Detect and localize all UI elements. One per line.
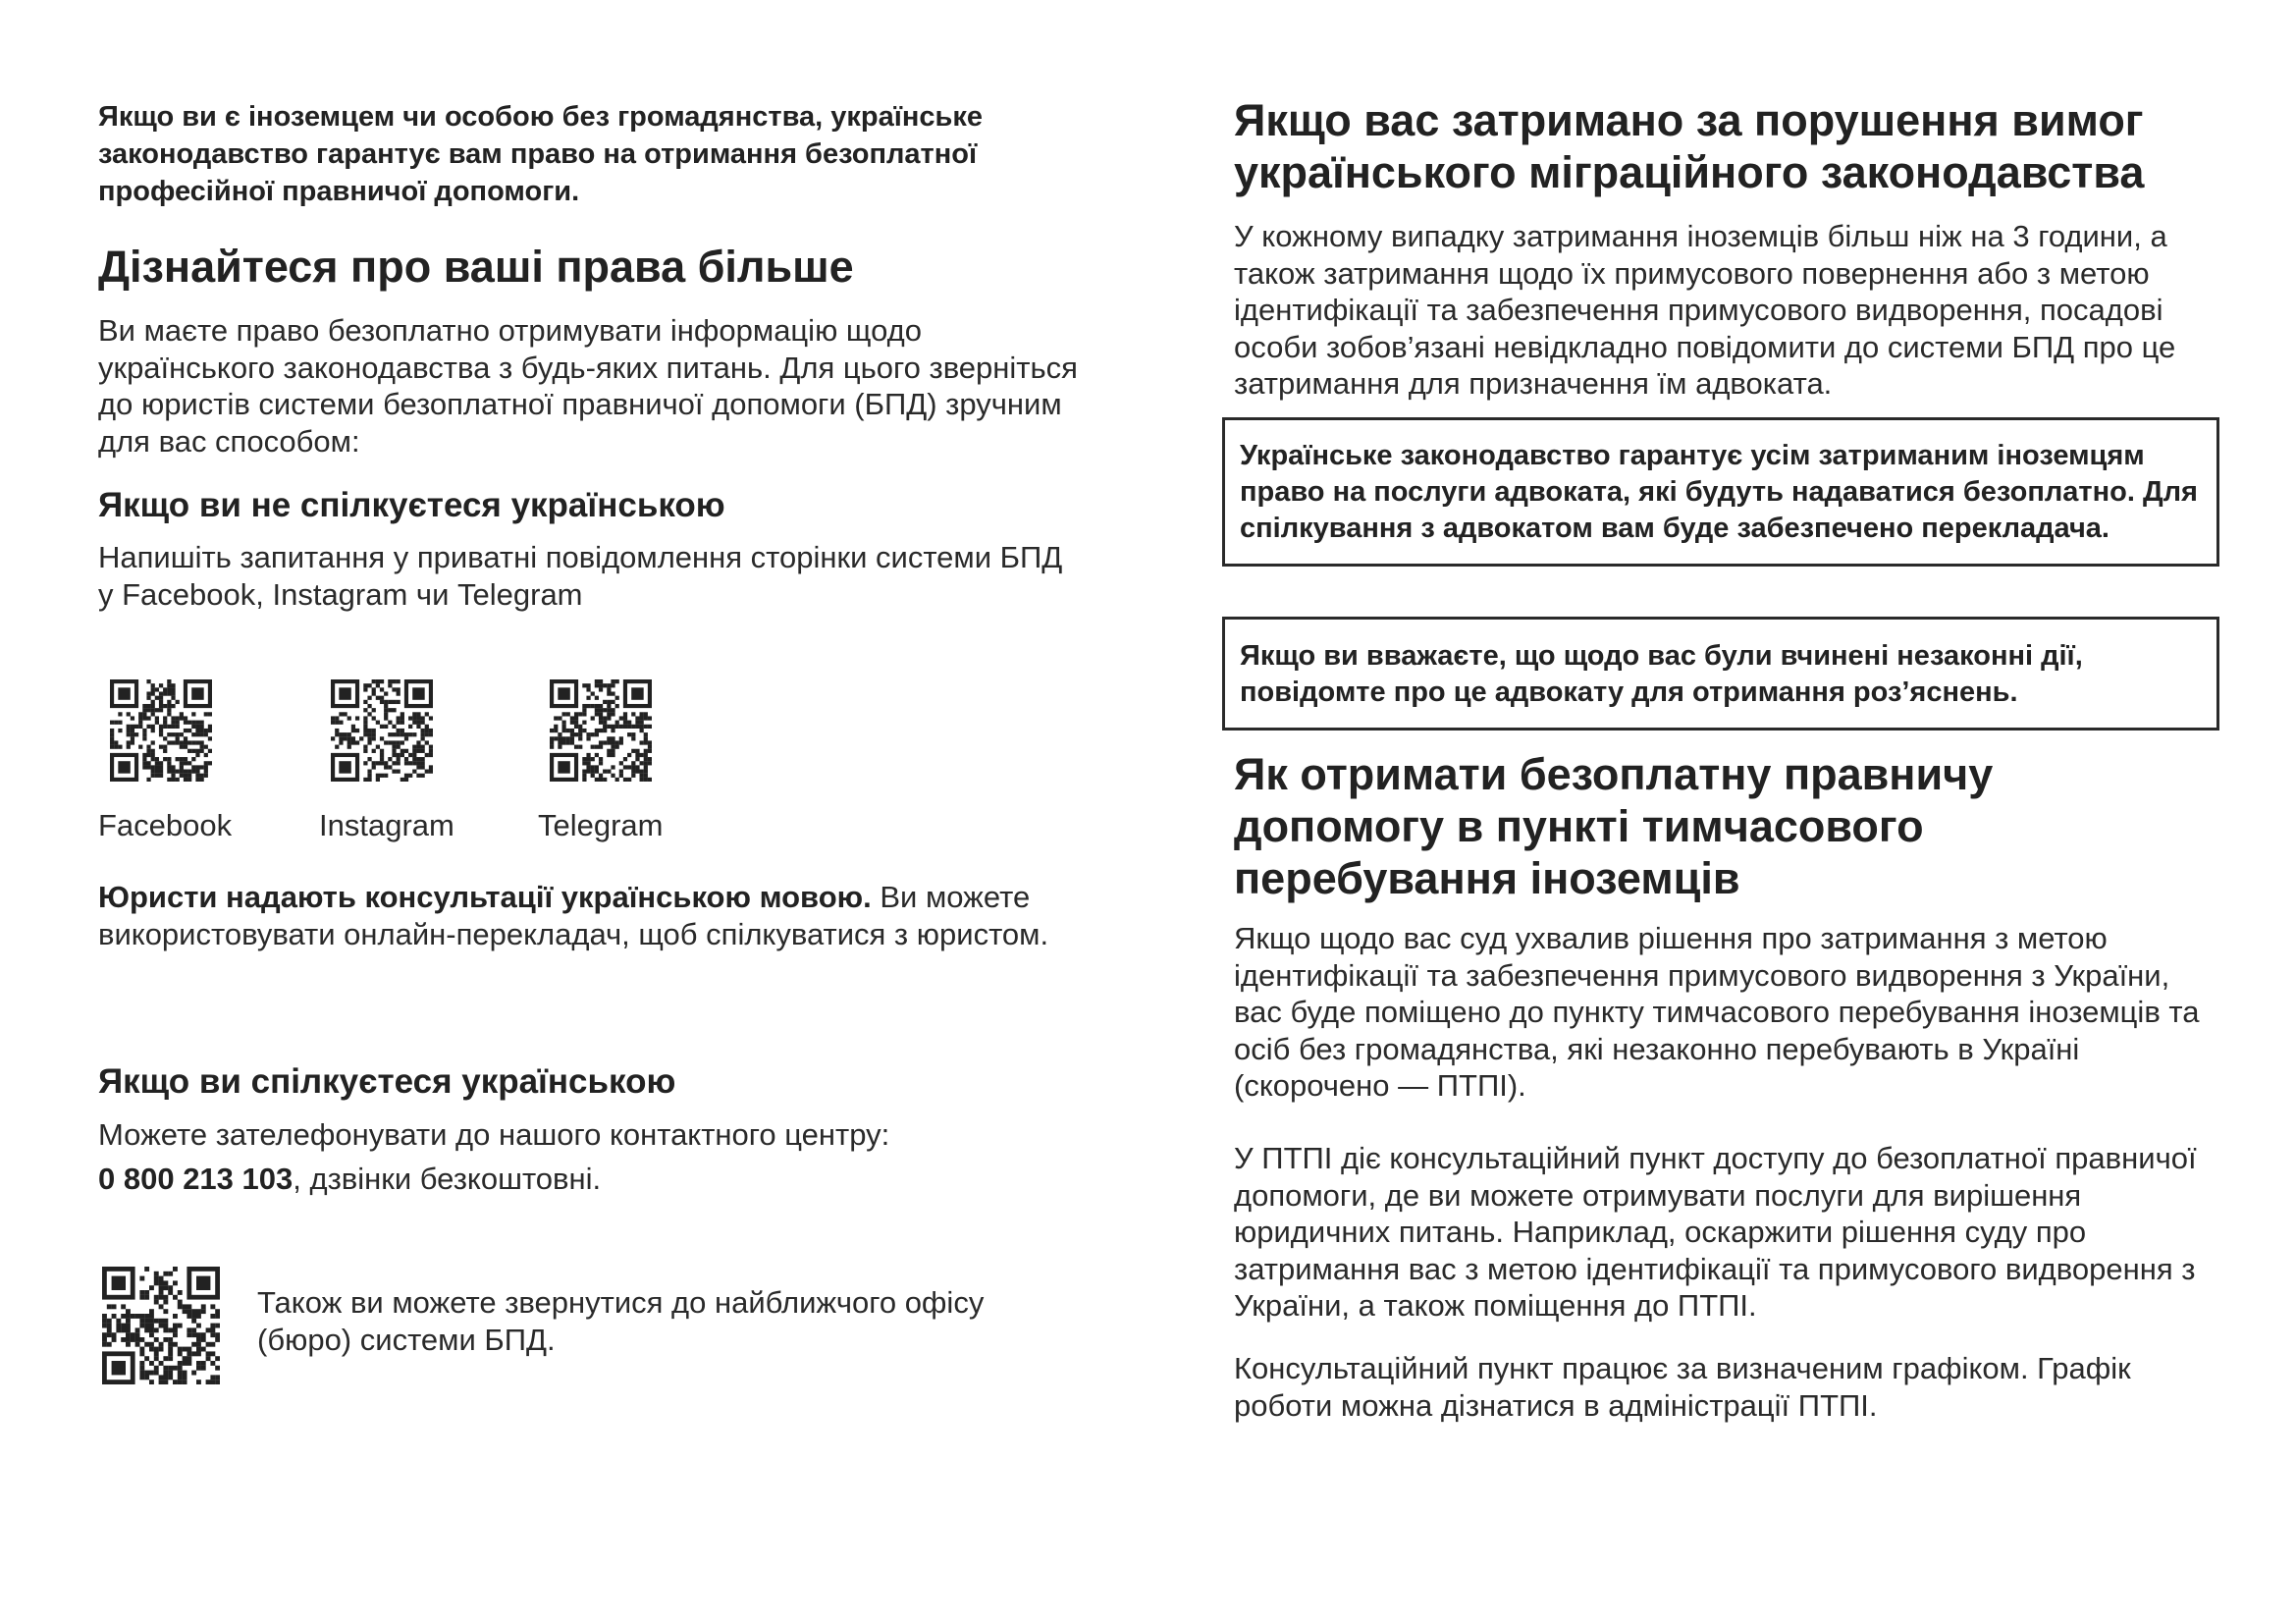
ptpi-heading: Як отримати безоплатну правничу допомогу в пункті тимчасового перебування іноземців xyxy=(1234,749,1994,903)
office-text: Також ви можете звернутися до найближчого офісу (бюро) системи БПД. xyxy=(257,1285,985,1357)
rights-heading: Дізнайтеся про ваші права більше xyxy=(98,242,854,292)
consultation-bold: Юристи надають консультації українською мовою. xyxy=(98,880,872,914)
ptpi-paragraph-1: Якщо щодо вас суд ухвалив рішення про затримання з метою ідентифікації та забезпечення примусового видворення з України, вас буде поміщено до пункту тимчасового перебування іноземців та осіб без громадянства, які незаконно перебувають в Україні (скорочено — ПТПІ). xyxy=(1234,921,2200,1103)
guarantee-text: Українське законодавство гарантує усім затриманим іноземцям право на послуги адвоката, які будуть надаватися безоплатно. Для спілкування з адвокатом вам буде забезпечено перекладача. xyxy=(1240,440,2198,544)
ptpi-paragraph-2: У ПТПІ діє консультаційний пункт доступу до безоплатної правничої допомоги, де ви можете отримувати послуги для вирішення юридичних питань. Наприклад, оскаржити рішення суду про затримання вас з метою ідентифікації та примусового видворення з України, а також поміщення до ПТПІ. xyxy=(1234,1141,2197,1323)
office-qr-code[interactable] xyxy=(102,1267,220,1384)
consultation-rest: Ви можете використовувати онлайн-перекладач, щоб спілкуватися з юристом. xyxy=(98,880,1049,951)
telegram-label: Telegram xyxy=(538,808,664,842)
instagram-qr-code[interactable] xyxy=(331,679,433,782)
ukrainian-heading: Якщо ви спілкуєтеся українською xyxy=(98,1062,676,1101)
non-ukrainian-text: Напишіть запитання у приватні повідомлення сторінки системи БПД у Facebook, Instagram чи Telegram xyxy=(98,540,1063,612)
qr-code-icon xyxy=(331,679,433,782)
qr-code-icon xyxy=(102,1267,220,1384)
intro-text: Якщо ви є іноземцем чи особою без громадянства, українське законодавство гарантує вам право на отримання безоплатної професійної правничої допомоги. xyxy=(98,101,984,207)
phone-note: , дзвінки безкоштовні. xyxy=(293,1162,602,1196)
unlawful-actions-text: Якщо ви вважаєте, що щодо вас були вчинені незаконні дії, повідомте про це адвокату для отримання роз’яснень. xyxy=(1240,640,2083,708)
ptpi-paragraph-3: Консультаційний пункт працює за визначеним графіком. Графік роботи можна дізнатися в адміністрації ПТПІ. xyxy=(1234,1351,2131,1423)
non-ukrainian-heading: Якщо ви не спілкуєтеся українською xyxy=(98,486,725,524)
telegram-qr-code[interactable] xyxy=(550,679,652,782)
phone-line xyxy=(98,1161,1080,1198)
rights-text: Ви маєте право безоплатно отримувати інформацію щодо українського законодавства з будь-яких питань. Для цього зверніться до юристів системи безоплатної правничої допомоги (БПД) зручним для вас способом: xyxy=(98,313,1078,459)
consultation-text xyxy=(98,879,1080,952)
instagram-label: Instagram xyxy=(319,808,454,842)
qr-code-icon xyxy=(110,679,212,782)
detained-heading: Якщо вас затримано за порушення вимог українського міграційного законодавства xyxy=(1234,95,2145,197)
qr-code-icon xyxy=(550,679,652,782)
phone-number[interactable]: 0 800 213 103 xyxy=(98,1162,294,1196)
facebook-qr-code[interactable] xyxy=(110,679,212,782)
contact-center-text: Можете зателефонувати до нашого контактного центру: xyxy=(98,1117,890,1152)
unlawful-actions-box xyxy=(1222,617,2219,731)
guarantee-box xyxy=(1222,417,2219,567)
detained-text: У кожному випадку затримання іноземців більш ніж на 3 години, а також затримання щодо їх примусового повернення або з метою ідентифікації та забезпечення примусового видворення, посадові особи зобов’язані невідкладно повідомити до системи БПД про це затримання для призначення їм адвоката. xyxy=(1234,219,2176,401)
facebook-label: Facebook xyxy=(98,808,233,842)
